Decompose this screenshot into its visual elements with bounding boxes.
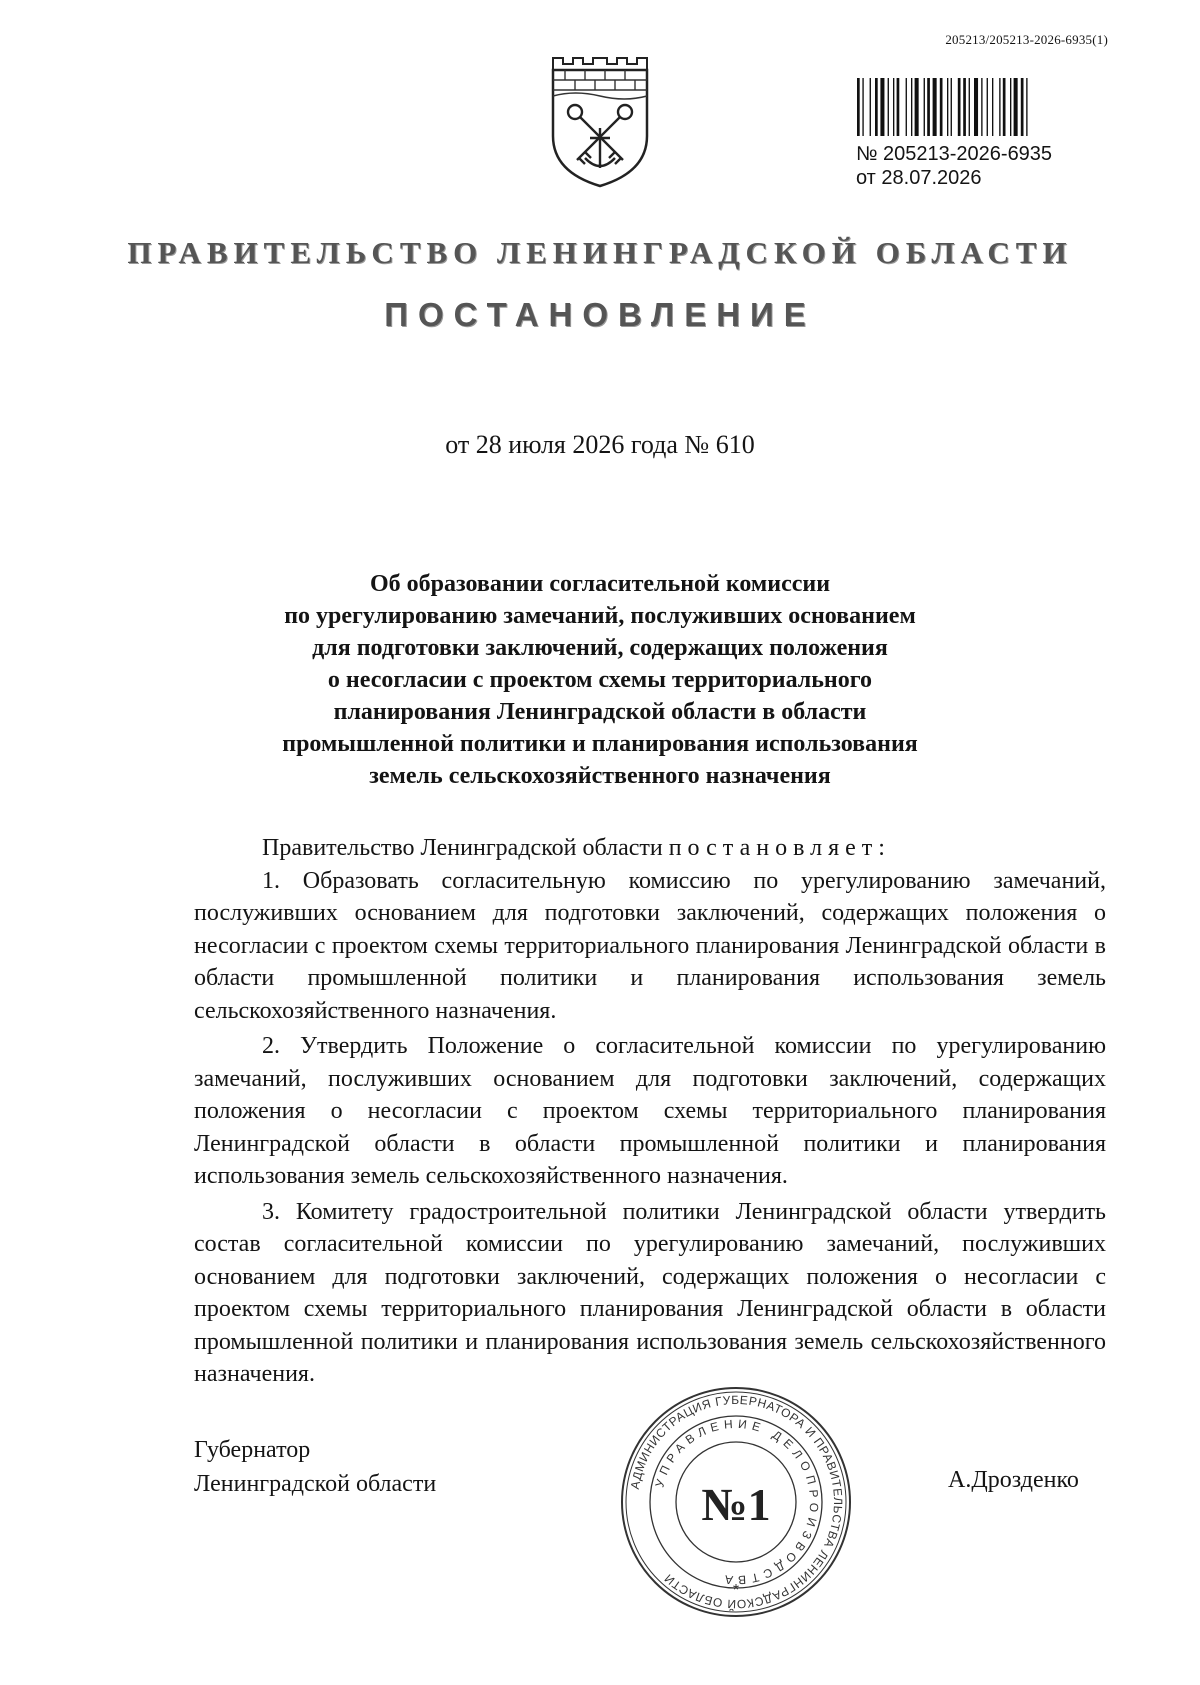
document-type-title: ПОСТАНОВЛЕНИЕ [384, 296, 816, 333]
preamble [194, 832, 1106, 865]
subject-line: о несогласии с проектом схемы территориального [327, 667, 873, 693]
document-reference: 205213/205213-2026-6935(1) [945, 32, 1108, 47]
subject-line: планирования Ленинградской области в области [333, 699, 867, 725]
registration-number: № 205213-2026-6935 [856, 143, 1053, 165]
document-date-line: от 28 июля 2026 года № 610 [445, 430, 755, 459]
preamble-text: Правительство Ленинградской области [262, 835, 669, 861]
government-title: ПРАВИТЕЛЬСТВО ЛЕНИНГРАДСКОЙ ОБЛАСТИ [127, 235, 1073, 270]
barcode-icon [856, 78, 1106, 136]
subject-line: промышленной политики и планирования использования [282, 731, 918, 757]
subject-line: для подготовки заключений, содержащих положения [312, 635, 888, 661]
round-seal-icon [618, 1384, 854, 1620]
paragraph-1: 1. Образовать согласительную комиссию по урегулированию замечаний, послуживших основанием для подготовки заключений, содержащих положения о несогласии с проектом схемы территориального планирования Ленинградской области в области промышленной политики и планирования использования земель сельскохозяйственного назначения. [194, 867, 1106, 1024]
paragraph-2: 2. Утвердить Положение о согласительной комиссии по урегулированию замечаний, послуживших основанием для подготовки заключений, содержащих положения о несогласии с проектом схемы территориального планирования Ленинградской области в области промышленной политики и планирования использования земель сельскохозяйственного назначения. [194, 1033, 1106, 1189]
signatory-position [194, 1433, 436, 1501]
signatory-name: А.Дрозденко [948, 1467, 1079, 1493]
paragraph-3: 3. Комитету градостроительной политики Ленинградской области утвердить состав согласительной комиссии по урегулированию замечаний, послуживших основанием для подготовки заключений, содержащих положения о несогласии с проектом схемы территориального планирования Ленинградской области в области промышленной политики и планирования использования земель сельскохозяйственного назначения. [194, 1198, 1106, 1387]
seal-inner-text: УПРАВЛЕНИЕ ДЕЛОПРОИЗВОДСТВА [652, 1416, 822, 1588]
subject-line: по урегулированию замечаний, послуживших основанием [284, 603, 916, 629]
registration-date: от 28.07.2026 [856, 167, 982, 189]
registration-block [856, 78, 1106, 190]
seal-outer-text: АДМИНИСТРАЦИЯ ГУБЕРНАТОРА И ПРАВИТЕЛЬСТВА ЛЕНИНГРАДСКОЙ ОБЛАСТИ [627, 1392, 846, 1612]
signatory-title: Губернатор [194, 1437, 311, 1463]
subject-line: Об образовании согласительной комиссии [369, 571, 831, 597]
subject-line: земель сельскохозяйственного назначения [369, 763, 831, 789]
signatory-region: Ленинградской области [194, 1471, 437, 1497]
seal-star: * [732, 1582, 740, 1599]
document-body [194, 832, 1106, 1391]
preamble-action: постановляет: [668, 835, 891, 861]
seal-center-number: №1 [701, 1479, 771, 1530]
document-subject [150, 568, 1050, 792]
coat-of-arms-icon [545, 50, 655, 190]
